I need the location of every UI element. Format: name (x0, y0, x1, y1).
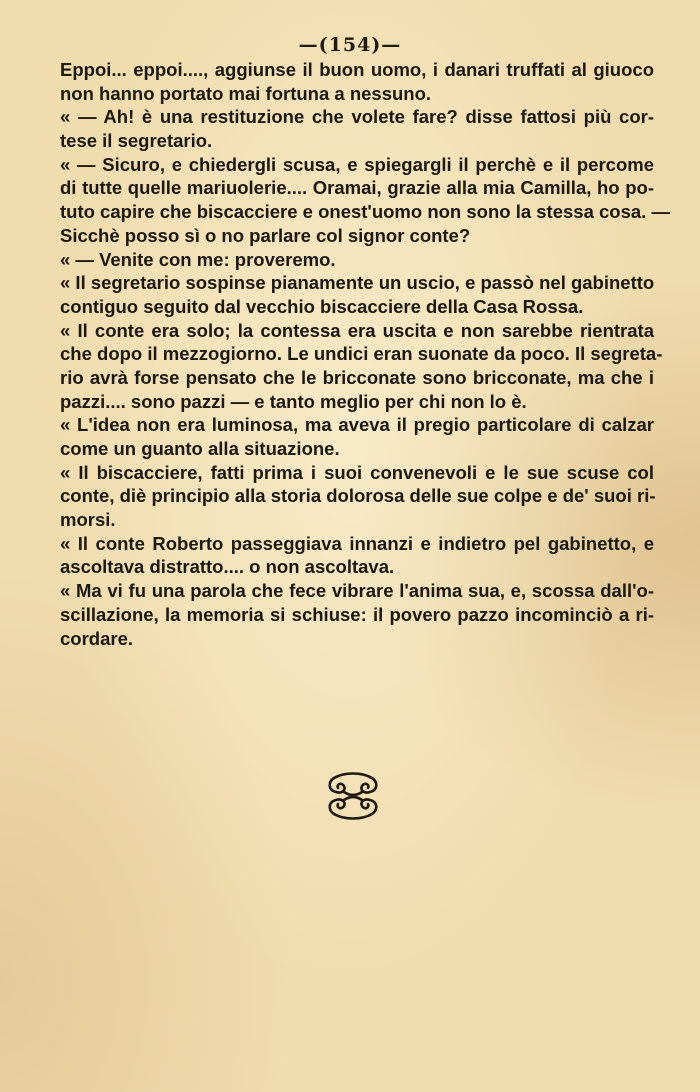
text-line: contiguo seguito dal vecchio biscacciere della Casa Rossa. (60, 295, 584, 317)
page-number: —(154)— (298, 34, 402, 56)
text-line: « Ma vi fu una parola che fece vibrare l'anima sua, e, scossa dall'o- (60, 580, 654, 602)
text-line: ascoltava distratto.... o non ascoltava. (60, 556, 395, 578)
text-line: « Il conte era solo; la contessa era uscita e non sarebbe rientrata (60, 319, 654, 341)
text-line: « L'idea non era luminosa, ma aveva il pregio particolare di calzar (60, 414, 654, 436)
text-line: « Il biscacciere, fatti prima i suoi convenevoli e le sue scuse col (60, 461, 654, 483)
text-line: rio avrà forse pensato che le bricconate sono bricconate, ma che i (60, 366, 654, 388)
text-line: che dopo il mezzogiorno. Le undici eran suonate da poco. Il segreta- (60, 343, 663, 365)
scroll-ornament-icon (322, 770, 384, 822)
text-line: conte, diè principio alla storia dolorosa delle sue colpe e de' suoi ri- (60, 485, 656, 507)
text-line: « — Sicuro, e chiedergli scusa, e spiegargli il perchè e il percome (60, 153, 654, 175)
body-text (60, 58, 670, 650)
text-line: « — Venite con me: proveremo. (60, 248, 336, 270)
text-line: « Il conte Roberto passeggiava innanzi e indietro pel gabinetto, e (60, 532, 654, 554)
text-line: come un guanto alla situazione. (60, 438, 340, 459)
text-line: pazzi.... sono pazzi — e tanto meglio per chi non lo è. (60, 390, 527, 412)
text-line: non hanno portato mai fortuna a nessuno. (60, 82, 432, 104)
text-line: Sicchè posso sì o no parlare col signor conte? (60, 224, 471, 246)
text-line: Eppoi... eppoi...., aggiunse il buon uomo, i danari truffati al giuoco (60, 59, 654, 80)
text-line: tuto capire che biscacciere e onest'uomo non sono la stessa cosa. — (60, 201, 670, 223)
text-line: « Il segretario sospinse pianamente un uscio, e passò nel gabinetto (60, 272, 655, 294)
text-line: scillazione, la memoria si schiuse: il povero pazzo incominciò a ri- (60, 603, 654, 625)
text-line: di tutte quelle mariuolerie.... Oramai, grazie alla mia Camilla, ho po- (60, 177, 654, 199)
text-line: « — Ah! è una restituzione che volete fare? disse fattosi più cor- (60, 106, 654, 128)
text-line: tese il segretario. (60, 130, 213, 152)
text-line: cordare. (60, 627, 134, 649)
text-line: morsi. (60, 509, 116, 531)
